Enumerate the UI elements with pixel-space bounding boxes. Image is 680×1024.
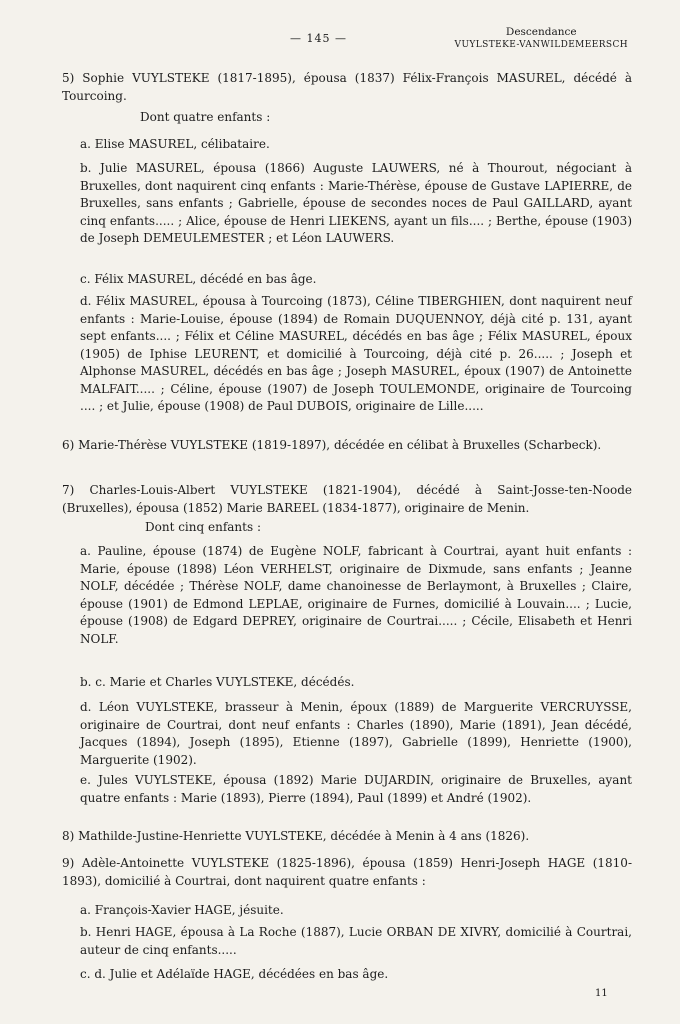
entry-7e: e. Jules VUYLSTEKE, épousa (1892) Marie DUJARDIN, originaire de Bruxelles, ayant quatre enfants : Marie (1893), Pierre (1894), Paul (1899) et André (1902). (80, 773, 632, 805)
entry-7-intro: Dont cinq enfants : (145, 520, 261, 534)
entry-9cd: c. d. Julie et Adélaïde HAGE, décédées en bas âge. (80, 967, 389, 981)
entry-5: 5) Sophie VUYLSTEKE (1817-1895), épousa (1837) Félix-François MASUREL, décédé à Tourcoing. (62, 71, 632, 103)
running-header-line1: Descendance (505, 26, 577, 38)
entry-7bc: b. c. Marie et Charles VUYLSTEKE, décédés. (80, 675, 355, 689)
running-header (455, 26, 628, 52)
page-number: — 145 — (290, 32, 347, 45)
running-header-line2: VUYLSTEKE-VANWILDEMEERSCH (454, 40, 628, 50)
entry-5a: a. Elise MASUREL, célibataire. (80, 137, 270, 151)
entry-5c: c. Félix MASUREL, décédé en bas âge. (80, 272, 317, 286)
entry-7a: a. Pauline, épouse (1874) de Eugène NOLF, fabricant à Courtrai, ayant huit enfants : Marie, épouse (1898) Léon VERHELST, originaire de Dixmude, sans enfants ; Jeanne NOLF, décédée ; Thérèse NOLF, dame chanoinesse de Berlaymont, à Bruxelles ; Claire, épouse (1901) de Edmond LEPLAE, originaire de Furnes, domicilié à Louvain.... ; Lucie, épouse (1908) de Edgard DEPREY, originaire de Courtrai..... ; Cécile, Elisabeth et Henri NOLF. (80, 544, 632, 646)
entry-9a: a. François-Xavier HAGE, jésuite. (80, 903, 284, 917)
entry-9: 9) Adèle-Antoinette VUYLSTEKE (1825-1896), épousa (1859) Henri-Joseph HAGE (1810-1893), domicilié à Courtrai, dont naquirent quatre enfants : (62, 856, 632, 888)
entry-5b: b. Julie MASUREL, épousa (1866) Auguste LAUWERS, né à Thourout, négociant à Bruxelles, dont naquirent cinq enfants : Marie-Thérèse, épouse de Gustave LAPIERRE, de Bruxelles, sans enfants ; Gabrielle, épouse de secondes noces de Paul GAILLARD, ayant cinq enfants..... ; Alice, épouse de Henri LIEKENS, ayant un fils.... ; Berthe, épouse (1903) de Joseph DEMEULEMESTER ; et Léon LAUWERS. (80, 161, 632, 245)
entry-6: 6) Marie-Thérèse VUYLSTEKE (1819-1897), décédée en célibat à Bruxelles (Scharbeck). (62, 438, 602, 452)
folio-number: 11 (595, 988, 608, 999)
entry-5-intro: Dont quatre enfants : (140, 110, 271, 124)
entry-9b: b. Henri HAGE, épousa à La Roche (1887), Lucie ORBAN DE XIVRY, domicilié à Courtrai, auteur de cinq enfants..... (80, 925, 632, 957)
entry-5d: d. Félix MASUREL, épousa à Tourcoing (1873), Céline TIBERGHIEN, dont naquirent neuf enfants : Marie-Louise, épouse (1894) de Romain DUQUENNOY, déjà cité p. 131, ayant sept enfants.... ; Félix et Céline MASUREL, décédés en bas âge ; Félix MASUREL, époux (1905) de Iphise LEURENT, et domicilié à Tourcoing, déjà cité p. 26..... ; Joseph et Alphonse MASUREL, décédés en bas âge ; Joseph MASUREL, époux (1907) de Antoinette MALFAIT..... ; Céline, épouse (1907) de Joseph TOULEMONDE, originaire de Tourcoing .... ; et Julie, épouse (1908) de Paul DUBOIS, originaire de Lille..... (80, 294, 632, 413)
entry-7d: d. Léon VUYLSTEKE, brasseur à Menin, époux (1889) de Marguerite VERCRUYSSE, originaire de Courtrai, dont neuf enfants : Charles (1890), Marie (1891), Jean décédé, Jacques (1894), Joseph (1895), Etienne (1897), Gabrielle (1899), Henriette (1900), Marguerite (1902). (80, 700, 632, 767)
entry-7: 7) Charles-Louis-Albert VUYLSTEKE (1821-1904), décédé à Saint-Josse-ten-Noode (Bruxelles), épousa (1852) Marie BAREEL (1834-1877), originaire de Menin. (62, 483, 632, 515)
entry-8: 8) Mathilde-Justine-Henriette VUYLSTEKE, décédée à Menin à 4 ans (1826). (62, 829, 530, 843)
